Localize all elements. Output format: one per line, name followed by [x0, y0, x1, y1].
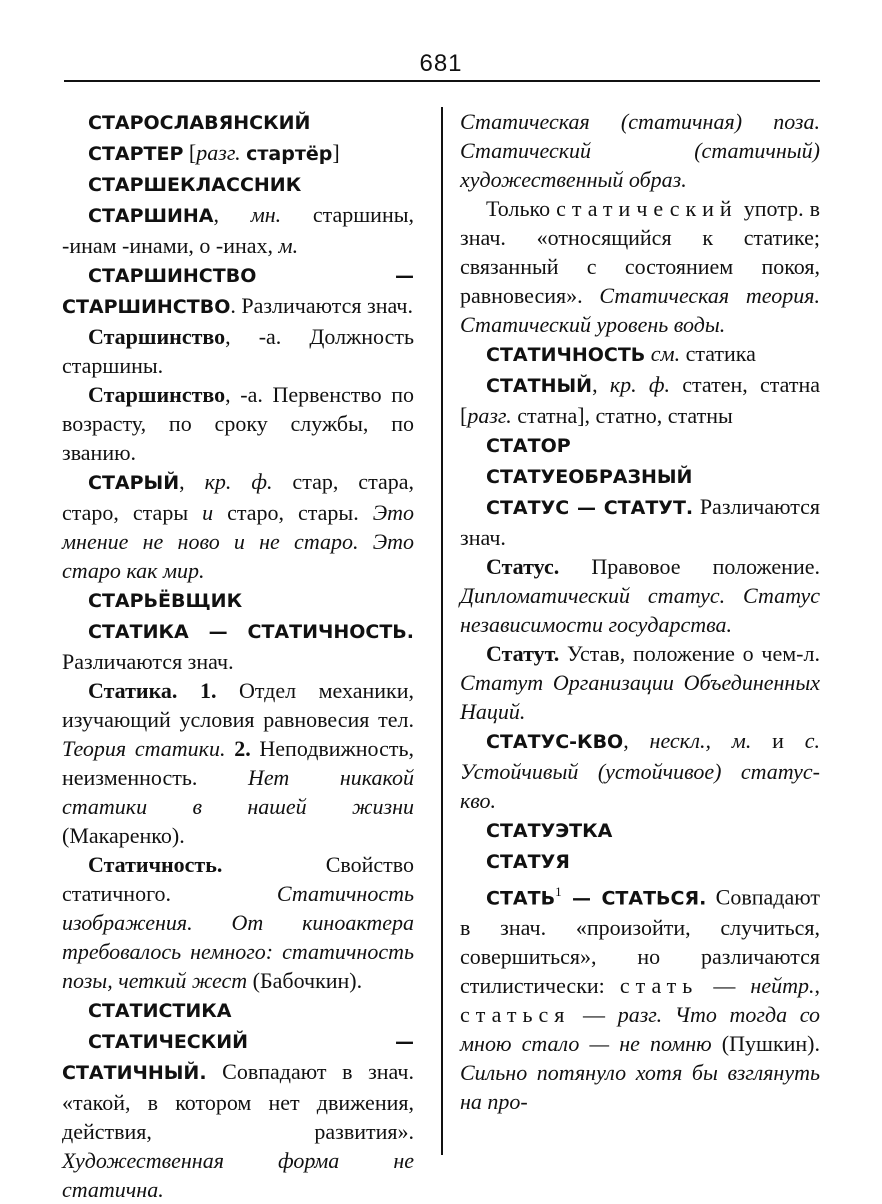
entry-staticheskiy: СТАТИЧЕСКИЙ — СТАТИЧНЫЙ. Совпадают в знач. «такой, в котором нет движения, действия, развития». Художественная форма не статична. [62, 1031, 414, 1202]
entry-statichnost-ref: СТАТИЧНОСТЬ см. статика [486, 341, 756, 366]
entry-starshinstvo-pair: СТАРШИНСТВО — СТАРШИНСТВО. Различаются знач. [62, 265, 414, 318]
entry-status-kvo: СТАТУС-КВО, нескл., м. и с. Устойчивый (устойчивое) статус-кво. [460, 728, 820, 813]
entry-staryy: СТАРЫЙ, кр. ф. стар, стара, старо, стары и старо, стары. Это мнение не ново и не старо. Это старо как мир. [62, 469, 415, 583]
entry-staryovshchik: СТАРЬЁВЩИК [88, 590, 243, 612]
column-divider [441, 107, 443, 1155]
right-column [460, 107, 820, 1116]
entry-staticheskiy-usage: Только статический употр. в знач. «относящийся к статике; связанный с состоянием покоя, равновесия». Статическая теория. Статический уровень воды. [460, 196, 821, 337]
page-number: 681 [419, 50, 463, 77]
entry-statistika: СТАТИСТИКА [88, 1000, 232, 1022]
entry-stator: СТАТОР [486, 435, 571, 457]
entry-starshinstvo-1: Старшинство, -а. Должность старшины. [62, 324, 414, 378]
entry-statika-pair: СТАТИКА — СТАТИЧНОСТЬ. Различаются знач. [62, 621, 414, 674]
entry-statnyy: СТАТНЫЙ, кр. ф. статен, статна [разг. статна], статно, статны [460, 372, 820, 428]
entry-status: Статус. Правовое положение. Дипломатический статус. Статус независимости государства. [460, 554, 820, 637]
entry-starshinstvo-2: Старшинство, -а. Первенство по возрасту, по сроку службы, по званию. [62, 382, 414, 465]
entry-staroslavyanskiy: СТАРОСЛАВЯНСКИЙ [88, 112, 311, 134]
left-column [62, 107, 414, 1204]
entry-status-pair: СТАТУС — СТАТУТ. Различаются знач. [460, 494, 820, 550]
header-rule [64, 80, 820, 82]
entry-statut: Статут. Устав, положение о чем-л. Статут Организации Объединенных Наций. [460, 641, 820, 724]
entry-statuetka: СТАТУЭТКА [486, 820, 613, 842]
entry-staticheskiy-continued: Статическая (статичная) поза. Статический (статичный) художественный образ. [460, 109, 820, 192]
entry-statichnost: Статичность. Свойство статичного. Статичность изображения. От киноактера требовалось немного: статичность позы, четкий жест (Бабочкин). [62, 852, 414, 993]
entry-statueobraznyy: СТАТУЕОБРАЗНЫЙ [486, 466, 693, 488]
entry-statuya: СТАТУЯ [486, 851, 570, 873]
entry-starsheklassnik: СТАРШЕКЛАССНИК [88, 174, 302, 196]
entry-starshina: СТАРШИНА, мн. старшины, -инам -инами, о -инах, м. [62, 202, 415, 258]
entry-statika: Статика. 1. Отдел механики, изучающий условия равновесия тел. Теория статики. 2. Неподвижность, неизменность. Нет никакой статики в нашей жизни (Макаренко). [62, 678, 415, 848]
entry-starter: СТАРТЕР [разг. стартёр] [88, 140, 340, 165]
entry-stat-pair: СТАТЬ$^1$ — СТАТЬСЯ. Совпадают в знач. «произойти, случиться, совершиться», но различаются стилистически: стать — нейтр., статься — разг. Что тогда со мною стало — не помню (Пушкин). Сильно потянуло хотя бы взглянуть на про- [460, 884, 821, 1115]
